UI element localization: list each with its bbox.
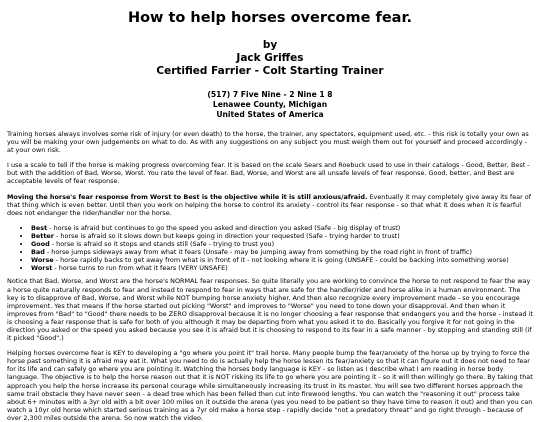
- overcome-fear-paragraph: Helping horses overcome fear is KEY to developing a "go where you point it" trail horse. Many people bump the fear/anxiety of the horse up by trying to force the horse past something it is afraid may eat it. What you need to do is actually help the horse lessen its fear/anxiety so that it can figure out it does not need to fear for its life and can safely go where you are pointing it. Watching the horses body language is KEY - so listen as I describe what I am reading in horse body language. The objective is to help the horse reason out that it is NOT risking its life to go where you are pointing it - so it will then willingly go there. By taking that approach you help the horse increase its personal courage while simultaneously increasing its trust in its master. You will see two different horses approach the same trail obstacle they have never seen - a dead tree which has been felled then cut into firewood lengths. You can watch the "reasoning it out" process take about 6+ minutes with a 3yr old with a bit over 100 miles on it outside the arena (yes you need to be patient so they have time to reason it out) and then you can watch a 10yr old horse which started serious training as a 7yr old make a horse step - rapidly decide "not a predatory threat" and go right through - because of over 2,300 miles outside the arena. So now watch the video.: [7, 349, 533, 422]
- scale-intro-paragraph: I use a scale to tell if the horse is making progress overcoming fear. It is based on the scale Sears and Roebuck used to use in their catalogs - Good, Better, Best - but with the addition of Bad, Worse, Worst. You rate the level of fear. Bad, Worse, and Worst are all unsafe levels of fear response. Good, better, and Best are acceptable levels of fear response.: [7, 161, 530, 186]
- contact-phone: (517) 7 Five Nine - 2 Nine 1 8: [207, 90, 333, 99]
- contact-county: Lenawee County, Michigan: [212, 100, 328, 109]
- objective-paragraph: [7, 193, 533, 217]
- scale-term: Best: [31, 223, 48, 232]
- disclaimer-paragraph: Training horses always involves some risk of injury (or even death) to the horse, the trainer, any spectators, equipment used, etc. - this risk is totally your own as you will be making your own judgements on what to do. As with any suggestions on any subject you must weigh them out for yourself and proceed accordingly - at your own risk.: [7, 130, 529, 155]
- contact-block: [7, 90, 533, 120]
- scale-term: Worst: [31, 264, 53, 273]
- byline: [7, 39, 533, 78]
- fear-scale-list: [7, 224, 533, 273]
- list-item: [31, 232, 533, 240]
- contact-country: United States of America: [216, 110, 324, 119]
- objective-detail: Eventually it may completely give away its fear of that thing which is even better. Until then you work on helping the horse to control its anxiety - control its fear response - so that what it does when it is fearful does not endanger the rider/handler nor the horse.: [7, 192, 531, 217]
- scale-description: - horse jumps sideways away from what it fears (Unsafe - may be jumping away from something by the road right in front of traffic): [44, 248, 472, 257]
- list-item: [31, 264, 533, 272]
- scale-description: - horse turns to run from what it fears (VERY UNSAFE): [52, 264, 228, 273]
- scale-description: - horse rapidly backs to get away from what is in front of it - not looking where it is going (UNSAFE - could be backing into something worse): [53, 256, 509, 265]
- list-item: [31, 248, 533, 256]
- author-name: Jack Griffes: [236, 52, 304, 64]
- list-item: [31, 256, 533, 264]
- author-role: Certified Farrier - Colt Starting Trainer: [156, 65, 384, 77]
- list-item: [31, 240, 533, 248]
- scale-term: Worse: [31, 256, 54, 265]
- scale-term: Bad: [31, 248, 45, 257]
- page-title: How to help horses overcome fear.: [127, 10, 413, 26]
- scale-term: Good: [31, 240, 50, 249]
- scale-description: - horse is afraid but continues to go the speed you asked and direction you asked (Safe - big display of trust): [47, 223, 401, 232]
- list-item: [31, 224, 533, 232]
- scale-term: Better: [31, 231, 54, 240]
- scale-description: - horse is afraid so it slows down but keeps going in direction your requested (Safe - trying harder to trust): [53, 231, 400, 240]
- objective-statement: Moving the horse's fear response from Worst to Best is the objective while it is still anxious/afraid.: [7, 192, 368, 201]
- normal-fear-paragraph: Notice that Bad, Worse, and Worst are the horse's NORMAL fear responses. So quite literally you are working to convince the horse to not respond to fear the way a horse quite naturally responds to fear and instead to respond to fear in ways that are safe for the handler/rider and horse alike in a human environment. The key is to disapprove of Bad, Worse, and Worst while NOT bumping horse anxiety higher. And then also recognize every improvement made - so you encourage improvement. Yes that means if the horse started out picking "Worst" and improves to "Worse" you need to tone down your disapproval. And then when it improves from "Bad" to "Good" there needs to be ZERO disapproval because it is no longer choosing a fear response that endangers you and the horse - instead it is choosing a fear response that is safe for both of you although it may be departing from what you asked it to do. Basically you forgive it for not going in the direction you asked or the speed you asked because you see it is afraid but it is choosing to respond to its fear in a safe manner - by stopping and standing still (if it picked "Good".): [7, 277, 533, 343]
- by-label: by: [262, 39, 278, 51]
- scale-description: - horse is afraid so it stops and stands still (Safe - trying to trust you): [49, 240, 275, 249]
